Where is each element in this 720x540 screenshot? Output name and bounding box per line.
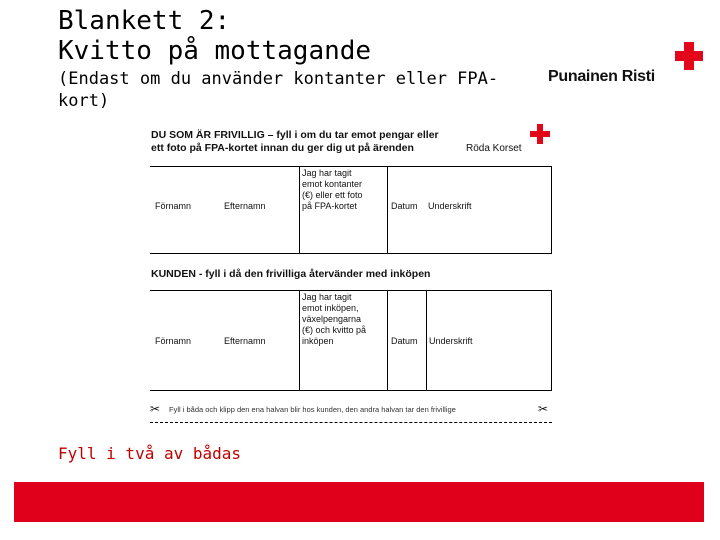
volunteer-first-name-label: Förnamn [155,201,192,211]
customer-received-label: Jag har tagit emot inköpen, växelpengarna (€) och kvitto på inköpen [302,292,367,346]
roda-korset-brand: Röda Korset [466,143,522,154]
title-line-2: Kvitto på mottagande [58,36,372,66]
section1-heading-line1: DU SOM ÄR FRIVILLIG – fyll i om du tar emot pengar eller [151,129,439,141]
slide-title [58,6,371,66]
slide-subtitle: (Endast om du använder kontanter eller FPA-kort) [58,69,499,111]
customer-date-label: Datum [391,336,418,346]
roda-korset-cross-icon [530,124,550,144]
receipt-form [150,124,552,430]
logo-text: Punainen Risti [548,68,655,85]
volunteer-signature-label: Underskrift [428,201,472,211]
volunteer-received-label: Jag har tagit emot kontanter (€) eller ett foto på FPA-kortet [302,168,363,211]
volunteer-last-name-label: Efternamn [224,201,266,211]
cut-line [150,422,552,423]
footer-red-bar [14,482,704,522]
customer-signature-label: Underskrift [429,336,473,346]
red-cross-icon [675,42,703,70]
punainen-risti-logo [548,40,693,90]
section1-heading-line2: ett foto på FPA-kortet innan du ger dig ut på ärenden [151,142,414,154]
customer-last-name-label: Efternamn [224,336,266,346]
scissors-icon-right: ✂ [538,402,549,416]
volunteer-date-label: Datum [391,201,418,211]
customer-first-name-label: Förnamn [155,336,192,346]
cut-instruction: Fyll i båda och klipp den ena halvan blir hos kunden, den andra halvan tar den frivillige [169,405,456,414]
footer-note: Fyll i två av bådas [58,444,242,463]
section2-heading: KUNDEN - fyll i då den frivilliga återvänder med inköpen [151,268,431,280]
title-line-1: Blankett 2: [58,6,231,36]
scissors-icon-left: ✂ [150,402,161,416]
